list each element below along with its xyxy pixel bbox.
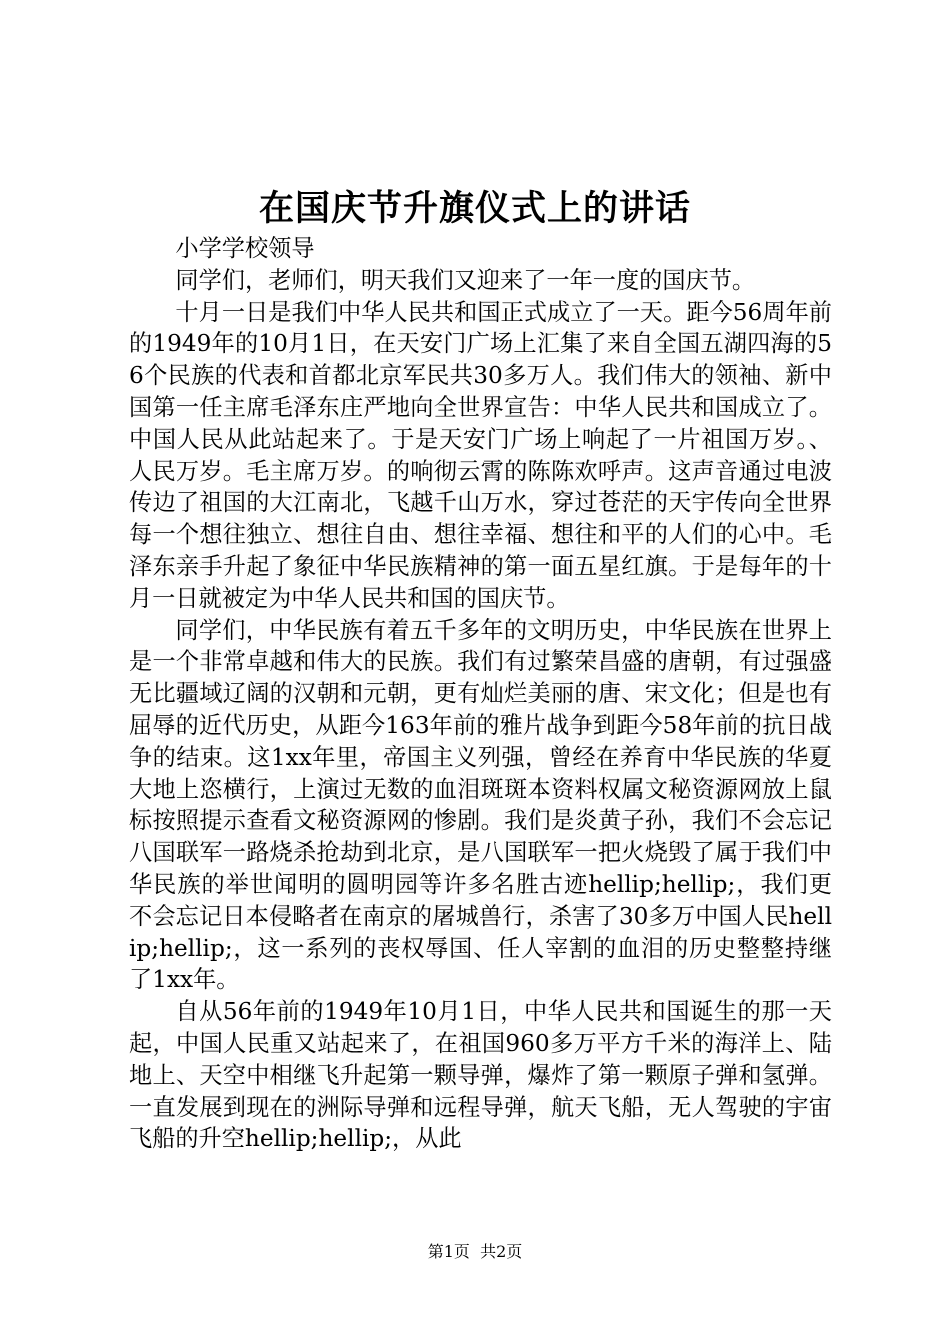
body-paragraph: 同学们，老师们，明天我们又迎来了一年一度的国庆节。 (175, 266, 756, 294)
document-title: 在国庆节升旗仪式上的讲话 (258, 188, 691, 229)
salutation-paragraph: 小学学校领导 (175, 235, 315, 262)
page-footer (0, 1240, 950, 1264)
page-number: 第1页 (427, 1242, 470, 1261)
body-paragraph: 自从56年前的1949年10月1日，中华人民共和国诞生的那一天起，中国人民重又站起来了，在祖国960多万平方千米的海洋上、陆地上、天空中相继飞升起第一颗导弹，爆炸了第一颗原子弹和氢弹。一直发展到现在的洲际导弹和远程导弹，航天飞船，无人驾驶的宇宙飞船的升空hellip;hellip;，从此 (129, 998, 832, 1153)
page-total: 共2页 (480, 1242, 523, 1261)
document-body (129, 233, 832, 1155)
body-paragraph: 十月一日是我们中华人民共和国正式成立了一天。距今56周年前的1949年的10月1日，在天安门广场上汇集了来自全国五湖四海的56个民族的代表和首都北京军民共30多万人。我们伟大的领袖、新中国第一任主席毛泽东庄严地向全世界宣告：中华人民共和国成立了。中国人民从此站起来了。于是天安门广场上响起了一片祖国万岁。、人民万岁。毛主席万岁。的响彻云霄的陈陈欢呼声。这声音通过电波传边了祖国的大江南北，飞越千山万水，穿过苍茫的天宇传向全世界每一个想往独立、想往自由、想往幸福、想往和平的人们的心中。毛泽东亲手升起了象征中华民族精神的第一面五星红旗。于是每年的十月一日就被定为中华人民共和国的国庆节。 (129, 298, 832, 612)
body-paragraph: 同学们，中华民族有着五千多年的文明历史，中华民族在世界上是一个非常卓越和伟大的民族。我们有过繁荣昌盛的唐朝，有过强盛无比疆域辽阔的汉朝和元朝，更有灿烂美丽的唐、宋文化；但是也有屈辱的近代历史，从距今163年前的雅片战争到距今58年前的抗日战争的结束。这1xx年里，帝国主义列强，曾经在养育中华民族的华夏大地上恣横行，上演过无数的血泪斑斑本资料权属文秘资源网放上鼠标按照提示查看文秘资源网的惨剧。我们是炎黄子孙，我们不会忘记八国联军一路烧杀抢劫到北京，是八国联军一把火烧毁了属于我们中华民族的举世闻明的圆明园等许多名胜古迹hellip;hellip;，我们更不会忘记日本侵略者在南京的屠城兽行，杀害了30多万中国人民hellip;hellip;，这一系列的丧权辱国、任人宰割的血泪的历史整整持继了1xx年。 (129, 616, 832, 994)
